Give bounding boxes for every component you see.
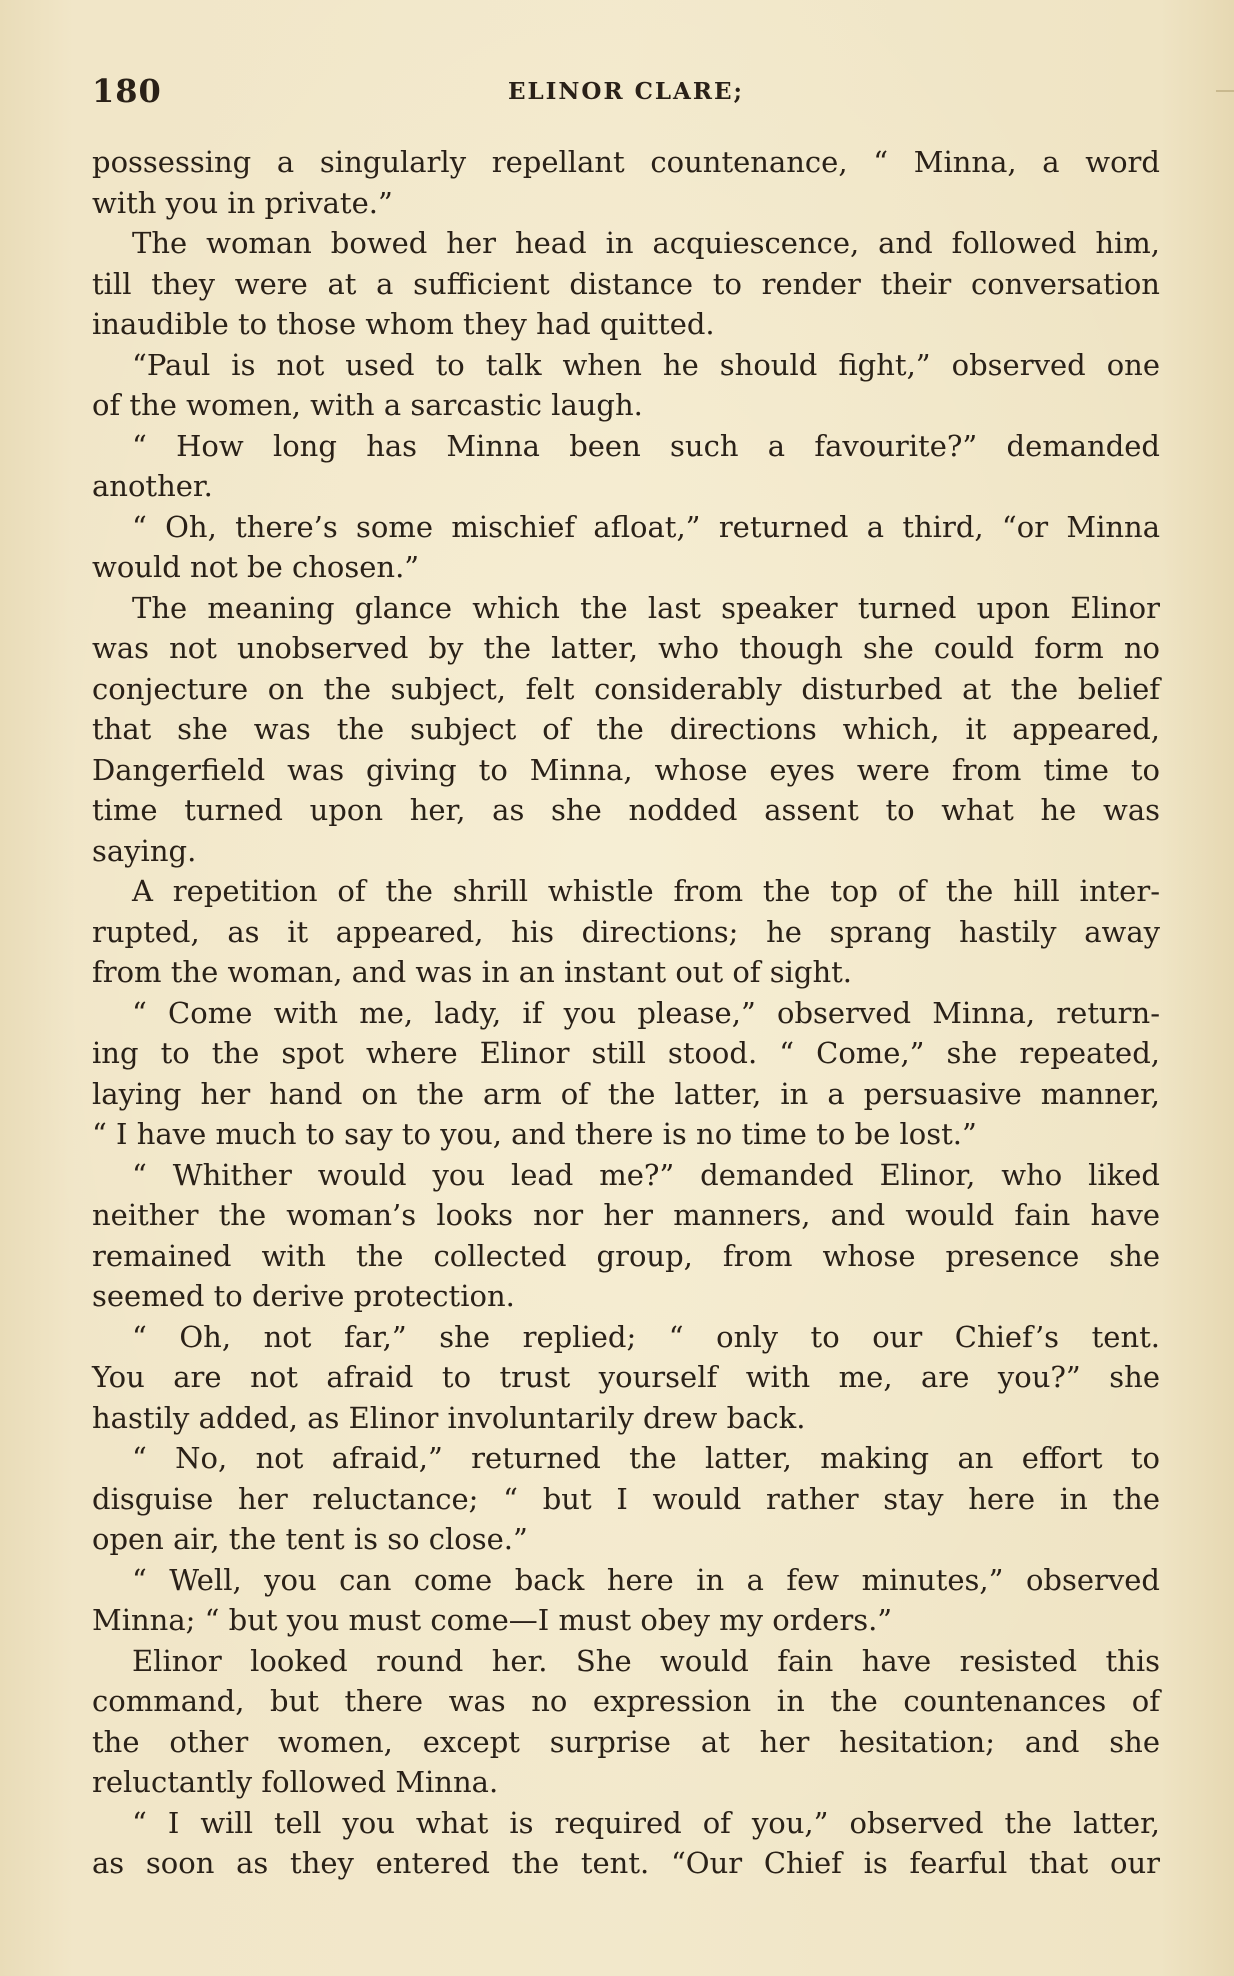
text-line: from the woman, and was in an instant out of sight. — [92, 955, 853, 989]
text-line: You are not afraid to trust yourself with me, are you?” she — [92, 1360, 1160, 1394]
text-line: “ Oh, there’s some mischief afloat,” returned a third, “or Minna — [132, 509, 1160, 544]
text-line: saying. — [92, 833, 197, 868]
text-line: hastily added, as Elinor involuntarily drew back. — [92, 1400, 806, 1435]
text-line: till they were at a sufficient distance to render their conversation — [92, 266, 1160, 301]
text-line: “ How long has Minna been such a favourite?” demanded — [132, 428, 1160, 463]
text-line: A repetition of the shrill whistle from the top of the hill inter- — [132, 874, 1160, 908]
text-line: neither the woman’s looks nor her manners, and would fain have — [92, 1198, 1160, 1232]
text-line: Dangerfield was giving to Minna, whose eyes were from time to — [92, 752, 1160, 787]
text-line: “ I will tell you what is required of you,” observed the latter, — [132, 1805, 1160, 1840]
text-line: remained with the collected group, from whose presence she — [92, 1238, 1160, 1273]
text-line: disguise her reluctance; “ but I would rather stay here in the — [92, 1481, 1160, 1516]
text-line: seemed to derive protection. — [92, 1279, 515, 1313]
text-line: The meaning glance which the last speaker turned upon Elinor — [132, 590, 1160, 625]
text-line: “Paul is not used to talk when he should fight,” observed one — [132, 347, 1160, 382]
text-line: would not be chosen.” — [92, 550, 420, 584]
text-line: that she was the subject of the directions which, it appeared, — [92, 712, 1160, 746]
text-line: The woman bowed her head in acquiescence, and followed him, — [132, 226, 1160, 260]
text-line: conjecture on the subject, felt considerably disturbed at the belief — [92, 671, 1160, 706]
text-line: inaudible to those whom they had quitted. — [92, 307, 715, 341]
paper-speck — [1216, 90, 1234, 92]
text-line: open air, the tent is so close.” — [92, 1522, 528, 1556]
text-line: Minna; “ but you must come—I must obey my orders.” — [92, 1603, 893, 1637]
text-line: “ No, not afraid,” returned the latter, making an effort to — [132, 1441, 1160, 1475]
text-line: ing to the spot where Elinor still stood. “ Come,” she repeated, — [92, 1036, 1160, 1070]
text-line: as soon as they entered the tent. “Our Chief is fearful that our — [92, 1846, 1160, 1880]
body-text — [92, 142, 1160, 1884]
running-title: ELINOR CLARE; — [507, 78, 745, 105]
text-line: the other women, except surprise at her hesitation; and she — [92, 1724, 1160, 1759]
text-line: with you in private.” — [92, 185, 393, 220]
text-line: “ Come with me, lady, if you please,” observed Minna, return- — [132, 995, 1160, 1030]
text-line: another. — [92, 469, 213, 503]
text-line: “ Oh, not far,” she replied; “ only to our Chief’s tent. — [132, 1319, 1160, 1354]
text-line: “ Well, you can come back here in a few minutes,” observed — [132, 1562, 1160, 1597]
text-line: “ I have much to say to you, and there is no time to be lost.” — [92, 1117, 977, 1151]
text-line: rupted, as it appeared, his directions; he sprang hastily away — [92, 914, 1160, 949]
text-line: time turned upon her, as she nodded assent to what he was — [92, 793, 1160, 827]
page-number: 180 — [92, 72, 162, 110]
text-line: “ Whither would you lead me?” demanded Elinor, who liked — [132, 1157, 1160, 1192]
text-line: Elinor looked round her. She would fain have resisted this — [132, 1643, 1160, 1678]
text-line: of the women, with a sarcastic laugh. — [92, 388, 643, 422]
text-line: laying her hand on the arm of the latter, in a persuasive manner, — [92, 1076, 1160, 1111]
text-line: was not unobserved by the latter, who though she could form no — [92, 631, 1160, 665]
text-line: reluctantly followed Minna. — [92, 1765, 499, 1799]
running-head — [92, 72, 1160, 112]
text-line: command, but there was no expression in the countenances of — [92, 1684, 1160, 1718]
text-line: possessing a singularly repellant countenance, “ Minna, a word — [92, 145, 1160, 179]
